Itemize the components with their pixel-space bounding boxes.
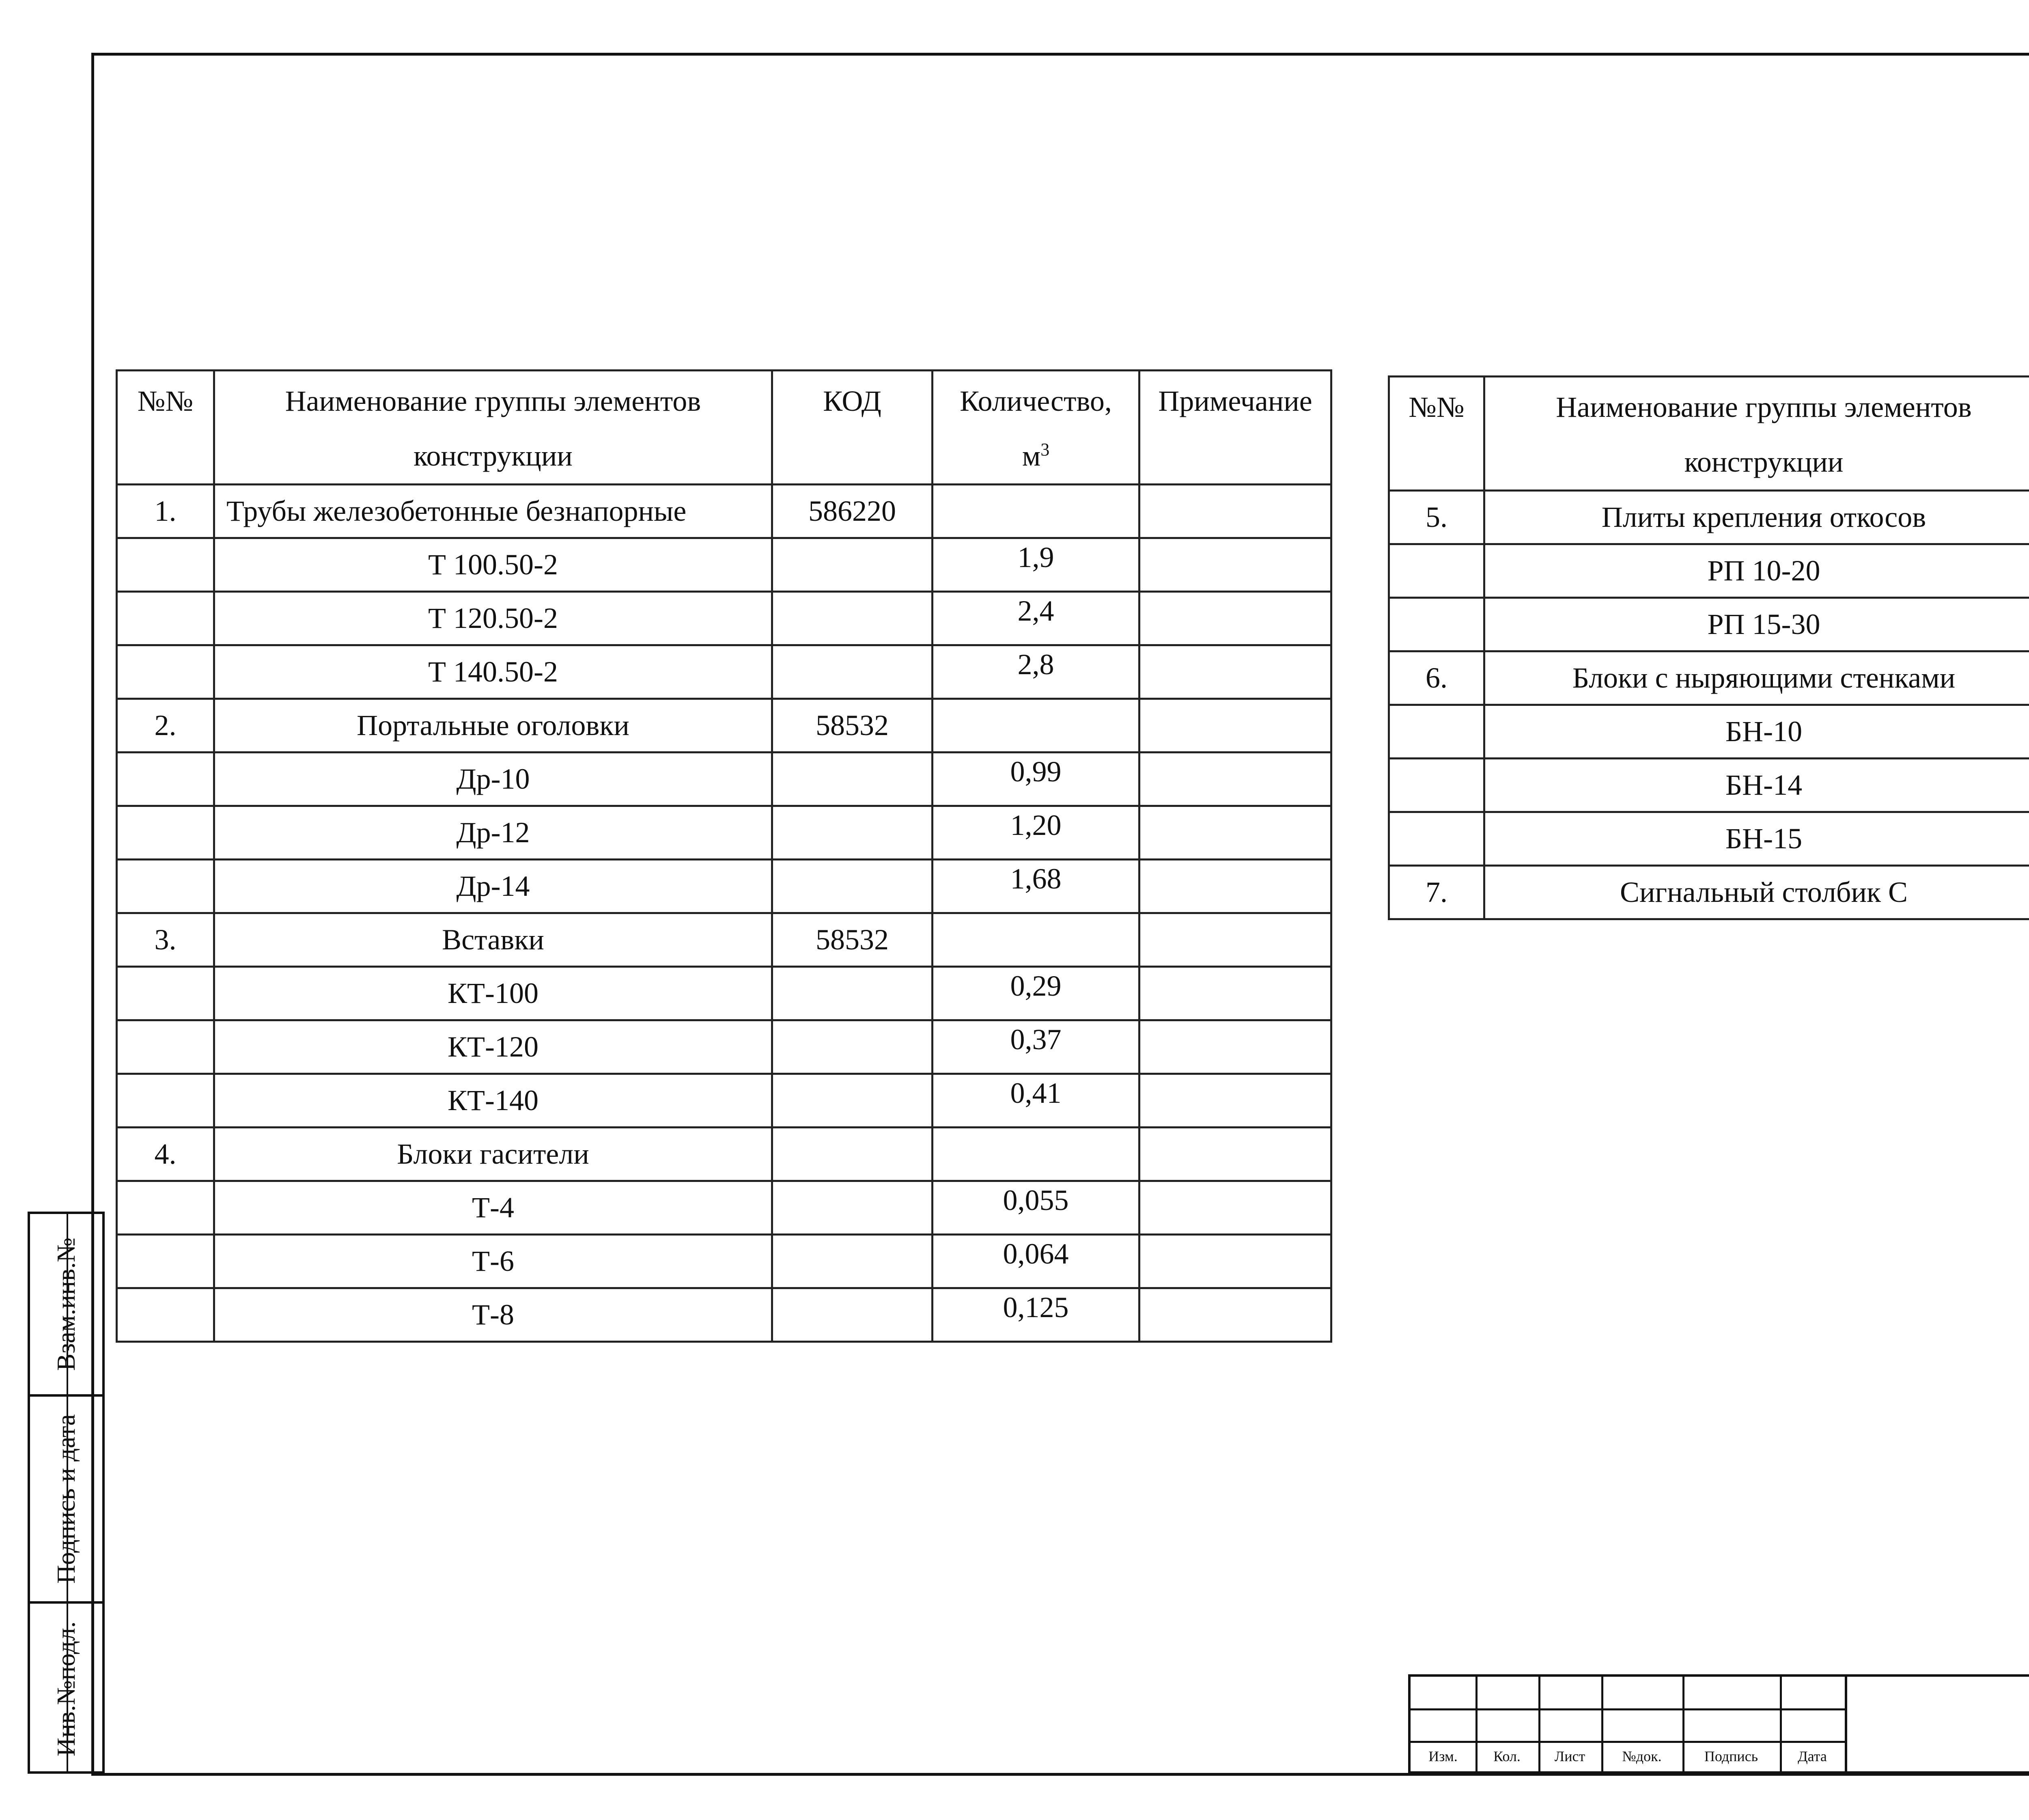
row-qty-cell: 0,41 xyxy=(933,1074,1139,1128)
table-row xyxy=(117,645,1331,699)
side-stamp xyxy=(28,1212,105,1774)
row-qty-cell: 0,29 xyxy=(933,967,1139,1020)
table-row xyxy=(117,1181,1331,1235)
row-code-cell xyxy=(772,1074,933,1128)
table-row xyxy=(1389,866,2029,919)
table-row xyxy=(117,1235,1331,1288)
tb-label-sheet: Лист xyxy=(1538,1748,1601,1765)
row-code-cell xyxy=(772,860,933,913)
row-note-cell xyxy=(1139,753,1331,806)
row-code-cell xyxy=(772,967,933,1020)
row-code-cell xyxy=(772,1235,933,1288)
tb-grid-hline xyxy=(1411,1708,1846,1710)
header-qty xyxy=(933,371,1139,485)
spec-table-left xyxy=(116,369,1332,1343)
row-qty-cell: 2,4 xyxy=(933,592,1139,645)
row-name-cell: Трубы железобетонные безнапорные xyxy=(214,485,772,538)
row-note-cell xyxy=(1139,860,1331,913)
table-row xyxy=(1389,598,2029,651)
header-name-line2: конструкции xyxy=(1684,446,1844,478)
row-qty-cell: 2,8 xyxy=(933,645,1139,699)
row-note-cell xyxy=(1139,1128,1331,1181)
header-num: №№ xyxy=(117,371,214,485)
header-code: КОД xyxy=(772,371,933,485)
header-name xyxy=(1484,377,2029,491)
row-qty-cell: 0,064 xyxy=(933,1235,1139,1288)
tb-label-change: Изм. xyxy=(1411,1748,1475,1765)
header-name-line1: Наименование группы элементов xyxy=(285,385,701,417)
row-name-cell: Вставки xyxy=(214,913,772,967)
tb-label-date: Дата xyxy=(1780,1748,1845,1765)
table-row xyxy=(117,485,1331,538)
row-name-cell: РП 10-20 xyxy=(1484,544,2029,598)
row-name-cell: Др-12 xyxy=(214,806,772,860)
tb-label-signature: Подпись xyxy=(1682,1748,1780,1765)
row-code-cell xyxy=(772,538,933,592)
row-note-cell xyxy=(1139,1235,1331,1288)
row-num-cell xyxy=(117,1288,214,1342)
row-qty-cell: 0,055 xyxy=(933,1181,1139,1235)
title-block-grid xyxy=(1411,1677,1846,1771)
table-header-row xyxy=(117,371,1331,485)
table-row xyxy=(1389,812,2029,866)
table-row xyxy=(117,699,1331,753)
row-qty-cell: 1,9 xyxy=(933,538,1139,592)
side-cell-original-inv xyxy=(30,1604,102,1774)
row-note-cell xyxy=(1139,1181,1331,1235)
header-name-line1: Наименование группы элементов xyxy=(1556,391,1972,423)
row-qty-cell xyxy=(933,1128,1139,1181)
row-note-cell xyxy=(1139,1074,1331,1128)
row-code-cell: 58532 xyxy=(772,699,933,753)
row-qty-cell: 1,20 xyxy=(933,806,1139,860)
row-num-cell xyxy=(117,860,214,913)
row-name-cell: КТ-120 xyxy=(214,1020,772,1074)
row-qty-cell: 0,37 xyxy=(933,1020,1139,1074)
row-num-cell xyxy=(117,1020,214,1074)
table-row xyxy=(1389,759,2029,812)
header-name-line2: конструкции xyxy=(414,440,573,472)
row-name-cell: Т 100.50-2 xyxy=(214,538,772,592)
table-row xyxy=(117,1074,1331,1128)
row-qty-cell: 1,68 xyxy=(933,860,1139,913)
table-row xyxy=(1389,705,2029,759)
row-name-cell: Т-8 xyxy=(214,1288,772,1342)
row-code-cell xyxy=(772,1288,933,1342)
header-num: №№ xyxy=(1389,377,1484,491)
row-num-cell xyxy=(117,1074,214,1128)
row-num-cell xyxy=(1389,598,1484,651)
right-table-body xyxy=(1389,491,2029,919)
header-qty-unit: м xyxy=(1022,440,1041,472)
side-label-original-inv: Инв.№подл. xyxy=(51,1621,81,1756)
row-num-cell: 4. xyxy=(117,1128,214,1181)
table-row xyxy=(1389,544,2029,598)
side-label-signature-date: Подпись и дата xyxy=(51,1414,81,1584)
row-note-cell xyxy=(1139,699,1331,753)
table-row xyxy=(117,806,1331,860)
row-num-cell xyxy=(117,1181,214,1235)
row-note-cell xyxy=(1139,1020,1331,1074)
tb-label-count: Кол. xyxy=(1475,1748,1538,1765)
table-row xyxy=(1389,491,2029,544)
row-name-cell: Блоки гасители xyxy=(214,1128,772,1181)
table-row xyxy=(117,913,1331,967)
row-num-cell: 3. xyxy=(117,913,214,967)
row-code-cell xyxy=(772,645,933,699)
row-note-cell xyxy=(1139,806,1331,860)
row-num-cell: 6. xyxy=(1389,651,1484,705)
row-note-cell xyxy=(1139,1288,1331,1342)
tb-grid-hline xyxy=(1411,1741,1846,1743)
header-qty-unit-exp: 3 xyxy=(1040,440,1049,459)
table-row xyxy=(117,753,1331,806)
table-row xyxy=(1389,651,2029,705)
table-row xyxy=(117,860,1331,913)
row-code-cell xyxy=(772,1128,933,1181)
side-label-replacement-inv: Взам.инв.№ xyxy=(51,1238,81,1371)
header-name xyxy=(214,371,772,485)
table-row xyxy=(117,1288,1331,1342)
row-num-cell xyxy=(117,592,214,645)
frame-top-border xyxy=(91,53,2029,56)
row-name-cell: Портальные оголовки xyxy=(214,699,772,753)
title-block xyxy=(1408,1674,2029,1774)
row-num-cell: 1. xyxy=(117,485,214,538)
row-note-cell xyxy=(1139,913,1331,967)
row-code-cell xyxy=(772,753,933,806)
row-qty-cell: 0,125 xyxy=(933,1288,1139,1342)
row-name-cell: БН-15 xyxy=(1484,812,2029,866)
side-cell-signature-date xyxy=(30,1397,102,1604)
side-cell-replacement-inv xyxy=(30,1214,102,1397)
row-code-cell: 58532 xyxy=(772,913,933,967)
table-row xyxy=(117,1020,1331,1074)
row-num-cell xyxy=(117,753,214,806)
spec-table-right xyxy=(1388,375,2029,920)
row-qty-cell xyxy=(933,699,1139,753)
header-note: Примечание xyxy=(1139,371,1331,485)
row-num-cell xyxy=(117,967,214,1020)
row-note-cell xyxy=(1139,485,1331,538)
table-row xyxy=(117,592,1331,645)
row-name-cell: Плиты крепления откосов xyxy=(1484,491,2029,544)
table-row xyxy=(117,967,1331,1020)
row-code-cell: 586220 xyxy=(772,485,933,538)
row-name-cell: Т-4 xyxy=(214,1181,772,1235)
document-code xyxy=(1845,1677,2029,1771)
row-name-cell: Т 140.50-2 xyxy=(214,645,772,699)
row-num-cell: 5. xyxy=(1389,491,1484,544)
row-note-cell xyxy=(1139,538,1331,592)
row-code-cell xyxy=(772,1181,933,1235)
row-num-cell xyxy=(1389,812,1484,866)
table-row xyxy=(117,1128,1331,1181)
row-num-cell xyxy=(117,645,214,699)
row-name-cell: КТ-100 xyxy=(214,967,772,1020)
row-name-cell: Др-10 xyxy=(214,753,772,806)
row-qty-cell: 0,99 xyxy=(933,753,1139,806)
row-num-cell xyxy=(117,806,214,860)
row-qty-cell xyxy=(933,485,1139,538)
row-num-cell xyxy=(1389,705,1484,759)
row-name-cell: Сигнальный столбик С xyxy=(1484,866,2029,919)
row-name-cell: РП 15-30 xyxy=(1484,598,2029,651)
table-row xyxy=(117,538,1331,592)
row-num-cell: 7. xyxy=(1389,866,1484,919)
row-num-cell: 2. xyxy=(117,699,214,753)
row-name-cell: БН-14 xyxy=(1484,759,2029,812)
row-name-cell: Т-6 xyxy=(214,1235,772,1288)
row-qty-cell xyxy=(933,913,1139,967)
row-code-cell xyxy=(772,1020,933,1074)
row-num-cell xyxy=(117,538,214,592)
row-note-cell xyxy=(1139,592,1331,645)
row-note-cell xyxy=(1139,645,1331,699)
tb-label-doc-number: №док. xyxy=(1601,1748,1682,1765)
left-table-body xyxy=(117,485,1331,1342)
header-qty-line1: Количество, xyxy=(960,385,1112,417)
row-name-cell: КТ-140 xyxy=(214,1074,772,1128)
row-name-cell: Т 120.50-2 xyxy=(214,592,772,645)
row-code-cell xyxy=(772,592,933,645)
row-name-cell: Блоки с ныряющими стенками xyxy=(1484,651,2029,705)
table-header-row xyxy=(1389,377,2029,491)
row-code-cell xyxy=(772,806,933,860)
row-name-cell: БН-10 xyxy=(1484,705,2029,759)
row-num-cell xyxy=(117,1235,214,1288)
row-num-cell xyxy=(1389,544,1484,598)
row-num-cell xyxy=(1389,759,1484,812)
row-name-cell: Др-14 xyxy=(214,860,772,913)
row-note-cell xyxy=(1139,967,1331,1020)
